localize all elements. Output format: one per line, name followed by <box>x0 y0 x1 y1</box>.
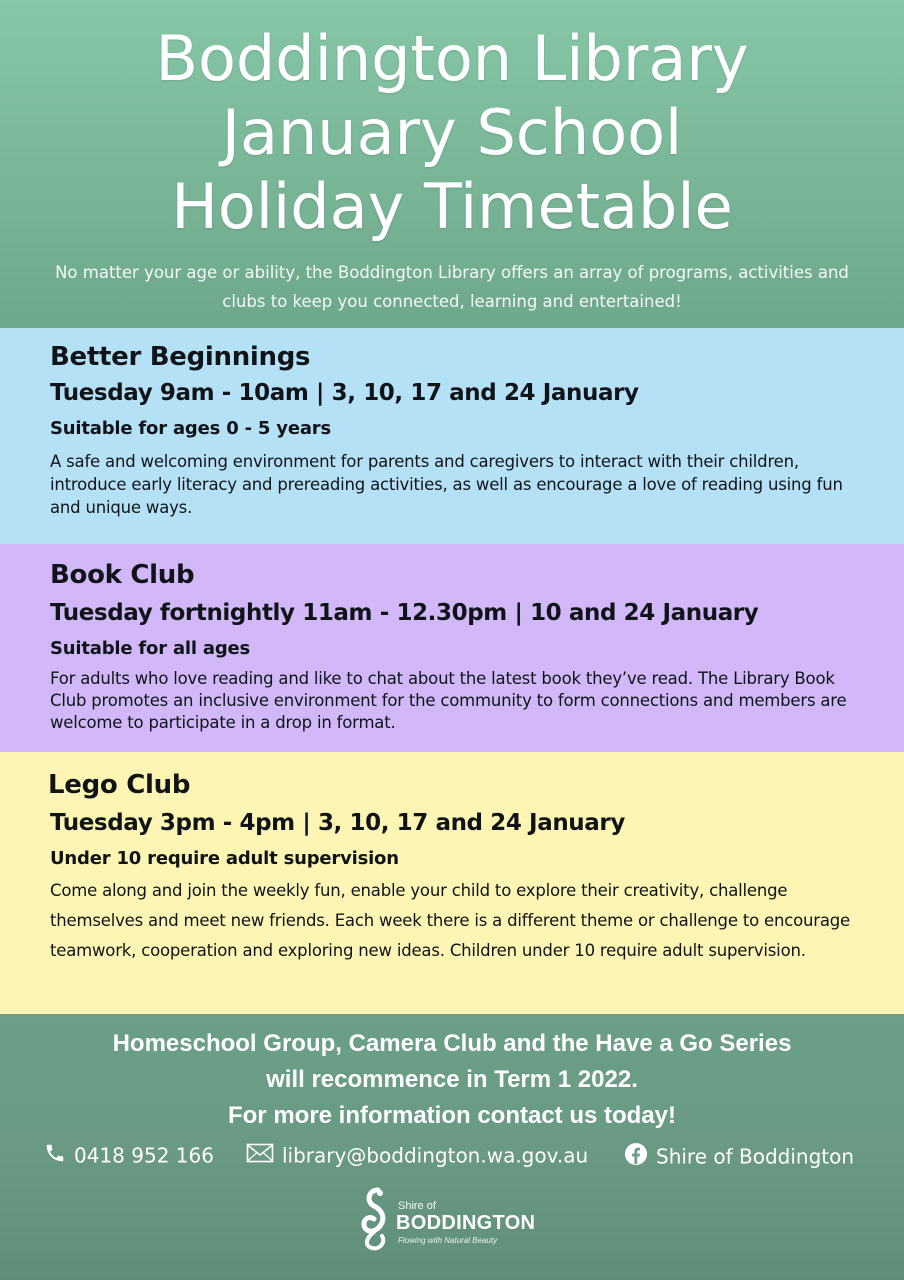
phone-number: 0418 952 166 <box>74 1143 214 1168</box>
email-address: library@boddington.wa.gov.au <box>282 1143 589 1168</box>
section-title: Book Club <box>50 560 195 590</box>
intro-text: No matter your age or ability, the Boddington Library offers an array of programs, activities and clubs to keep you connected, learning and entertained! <box>55 263 849 311</box>
shire-logo <box>356 1186 556 1258</box>
title-line-3: Holiday Timetable <box>171 170 733 243</box>
page-title <box>0 22 904 244</box>
logo-name: BODDINGTON <box>396 1212 536 1234</box>
section-schedule: Tuesday fortnightly 11am - 12.30pm | 10 and 24 January <box>50 600 759 626</box>
logo-tagline: Flowing with Natural Beauty <box>398 1236 498 1245</box>
title-line-2: January School <box>221 96 683 169</box>
section-ages: Suitable for ages 0 - 5 years <box>50 418 331 439</box>
notice-line-2: will recommence in Term 1 2022. <box>266 1066 638 1093</box>
section-description: Come along and join the weekly fun, enable your child to explore their creativity, challenge themselves and meet new friends. Each week there is a different theme or challenge to encourage teamwork, cooperation and exploring new ideas. Children under 10 require adult supervision. <box>50 881 850 960</box>
email-contact[interactable] <box>246 1142 588 1169</box>
notice-line-3: For more information contact us today! <box>227 1102 677 1129</box>
section-better-beginnings <box>0 328 904 544</box>
phone-icon <box>44 1142 66 1169</box>
section-schedule: Tuesday 9am - 10am | 3, 10, 17 and 24 January <box>50 380 639 406</box>
footer <box>0 1014 904 1280</box>
facebook-icon <box>624 1142 648 1171</box>
section-title: Better Beginnings <box>50 342 311 372</box>
swan-logo-icon <box>356 1186 396 1252</box>
email-icon <box>246 1142 274 1169</box>
section-title: Lego Club <box>48 770 191 800</box>
phone-contact[interactable] <box>44 1142 214 1169</box>
notice-line-1: Homeschool Group, Camera Club and the Have a Go Series <box>112 1030 792 1057</box>
logo-small-text: Shire of <box>398 1200 436 1212</box>
facebook-contact[interactable] <box>624 1142 854 1171</box>
section-schedule: Tuesday 3pm - 4pm | 3, 10, 17 and 24 January <box>50 810 625 836</box>
contact-row <box>0 1142 904 1168</box>
section-description: A safe and welcoming environment for parents and caregivers to interact with their children, introduce early literacy and prereading activities, as well as encourage a love of reading using fun and unique ways. <box>50 452 843 517</box>
section-ages: Suitable for all ages <box>50 638 251 659</box>
section-description: For adults who love reading and like to chat about the latest book they’ve read. The Library Book Club promotes an inclusive environment for the community to form connections and members are welcome to participate in a drop in format. <box>50 669 847 732</box>
title-line-1: Boddington Library <box>155 22 749 95</box>
header <box>0 0 904 328</box>
section-lego-club <box>0 752 904 1014</box>
section-book-club <box>0 544 904 752</box>
facebook-name: Shire of Boddington <box>656 1144 855 1169</box>
section-ages: Under 10 require adult supervision <box>50 848 399 869</box>
